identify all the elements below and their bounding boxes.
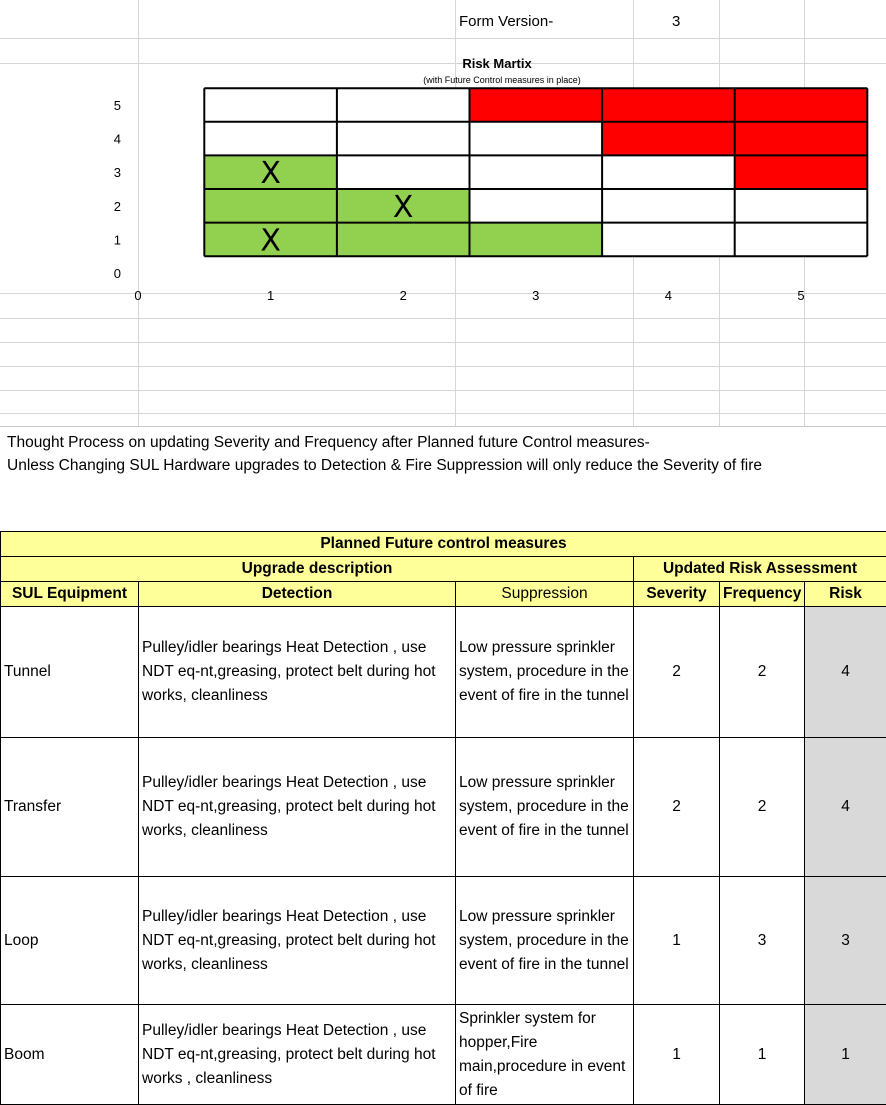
notes-line-1: Thought Process on updating Severity and Frequency after Planned future Control measures-	[7, 434, 650, 452]
matrix-cell	[735, 88, 868, 122]
matrix-cell	[470, 122, 603, 156]
x-tick-label: 5	[797, 288, 804, 303]
matrix-cell	[602, 223, 735, 257]
y-tick-label: 2	[114, 199, 121, 214]
severity-cell: 1	[634, 1005, 720, 1105]
chart-subtitle: (with Future Control measures in place)	[423, 75, 581, 85]
matrix-cell	[735, 223, 868, 257]
matrix-cell	[337, 223, 470, 257]
matrix-cell	[735, 189, 868, 223]
equipment-cell: Transfer	[1, 738, 139, 877]
matrix-marker-x: X	[260, 156, 281, 191]
severity-cell: 1	[634, 877, 720, 1005]
matrix-cell	[470, 88, 603, 122]
detection-cell: Pulley/idler bearings Heat Detection , use NDT eq-nt,greasing, protect belt during hot works, cleanliness	[139, 877, 456, 1005]
table-row	[1, 738, 886, 877]
equipment-cell: Tunnel	[1, 607, 139, 738]
y-tick-label: 3	[114, 165, 121, 180]
table-title: Planned Future control measures	[1, 532, 886, 557]
suppression-cell: Low pressure sprinkler system, procedure in the event of fire in the tunnel	[456, 877, 634, 1005]
matrix-cell	[337, 122, 470, 156]
risk-cell: 1	[805, 1005, 886, 1105]
matrix-cell	[204, 189, 337, 223]
frequency-cell: 1	[720, 1005, 805, 1105]
matrix-cell	[602, 122, 735, 156]
matrix-cell	[602, 88, 735, 122]
x-tick-label: 1	[267, 288, 274, 303]
table-row	[1, 1005, 886, 1105]
matrix-cell	[602, 155, 735, 189]
x-tick-label: 4	[665, 288, 672, 303]
control-measures-table	[0, 531, 886, 1105]
matrix-marker-x: X	[260, 223, 281, 258]
equipment-cell: Loop	[1, 877, 139, 1005]
matrix-cell	[337, 88, 470, 122]
risk-cell: 3	[805, 877, 886, 1005]
table-row	[1, 607, 886, 738]
x-tick-label: 0	[134, 288, 141, 303]
frequency-cell: 2	[720, 607, 805, 738]
severity-cell: 2	[634, 738, 720, 877]
suppression-cell: Low pressure sprinkler system, procedure in the event of fire in the tunnel	[456, 738, 634, 877]
matrix-cell	[735, 122, 868, 156]
frequency-cell: 3	[720, 877, 805, 1005]
col-header-suppression: Suppression	[456, 582, 634, 607]
suppression-cell: Low pressure sprinkler system, procedure in the event of fire in the tunnel	[456, 607, 634, 738]
col-header-equipment: SUL Equipment	[1, 582, 139, 607]
matrix-cell	[337, 155, 470, 189]
y-tick-label: 5	[114, 98, 121, 113]
detection-cell: Pulley/idler bearings Heat Detection , use NDT eq-nt,greasing, protect belt during hot works, cleanliness	[139, 607, 456, 738]
matrix-marker-x: X	[393, 190, 414, 225]
matrix-cell	[204, 122, 337, 156]
suppression-cell: Sprinkler system for hopper,Fire main,procedure in event of fire	[456, 1005, 634, 1105]
upgrade-description-header: Upgrade description	[1, 557, 634, 582]
col-header-risk: Risk	[805, 582, 886, 607]
table-row	[1, 877, 886, 1005]
chart-title: Risk Martix	[462, 56, 532, 71]
equipment-cell: Boom	[1, 1005, 139, 1105]
severity-cell: 2	[634, 607, 720, 738]
y-tick-label: 1	[114, 232, 121, 247]
matrix-cell	[470, 189, 603, 223]
frequency-cell: 2	[720, 738, 805, 877]
matrix-cell	[602, 189, 735, 223]
col-header-detection: Detection	[139, 582, 456, 607]
x-tick-label: 2	[400, 288, 407, 303]
matrix-cell	[470, 155, 603, 189]
matrix-cell	[204, 88, 337, 122]
notes-line-2: Unless Changing SUL Hardware upgrades to Detection & Fire Suppression will only reduce the Severity of fire	[7, 457, 762, 475]
form-version-value: 3	[672, 13, 680, 30]
matrix-cell	[470, 223, 603, 257]
notes-block	[0, 426, 886, 527]
y-tick-label: 4	[114, 132, 121, 147]
x-tick-label: 3	[532, 288, 539, 303]
y-tick-label: 0	[114, 266, 121, 281]
risk-matrix-chart	[0, 0, 886, 426]
col-header-frequency: Frequency	[720, 582, 805, 607]
form-version-label: Form Version-	[459, 13, 553, 30]
risk-cell: 4	[805, 607, 886, 738]
updated-risk-assessment-header: Updated Risk Assessment	[634, 557, 886, 582]
detection-cell: Pulley/idler bearings Heat Detection , use NDT eq-nt,greasing, protect belt during hot works, cleanliness	[139, 738, 456, 877]
col-header-severity: Severity	[634, 582, 720, 607]
risk-cell: 4	[805, 738, 886, 877]
detection-cell: Pulley/idler bearings Heat Detection , use NDT eq-nt,greasing, protect belt during hot works , cleanliness	[139, 1005, 456, 1105]
matrix-cell	[735, 155, 868, 189]
